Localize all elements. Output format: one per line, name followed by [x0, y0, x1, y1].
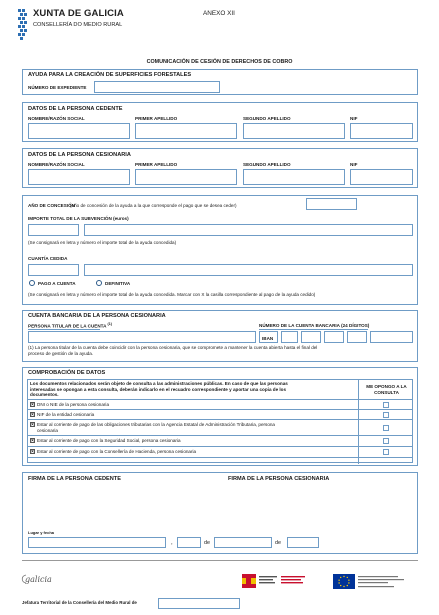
cedente-name-input[interactable] — [28, 123, 130, 139]
total-label: IMPORTE TOTAL DE LA SUBVENCIÓN (euros) — [28, 216, 129, 221]
account-control-input[interactable] — [347, 331, 367, 343]
cedente-name-label: NOMBRE/RAZÓN SOCIAL — [28, 116, 85, 121]
aid-section — [22, 69, 418, 95]
galicia-swirl-icon — [20, 574, 28, 584]
year-label: AÑO DE CONCESIÓN — [28, 203, 75, 208]
year-signature-input[interactable] — [287, 537, 319, 548]
bank-title: CUENTA BANCARIA DE LA PERSONA CESIONARIA — [28, 313, 166, 319]
item-hacienda-label: Estar al corriente de pago con la Consellería de Hacienda, persona cesionaria — [37, 449, 197, 454]
eu-fund-text-icon — [358, 575, 413, 589]
account-label: NÚMERO DE LA CUENTA BANCARIA (24 DÍGITOS) — [259, 323, 370, 328]
payment-partial-label: PAGO A CUENTA — [38, 281, 76, 286]
aid-title: AYUDA PARA LA CREACIÓN DE SUPERFICIES FORESTALES — [28, 72, 192, 78]
item-marker: × — [31, 412, 34, 418]
row-divider — [28, 446, 412, 447]
account-branch-input[interactable] — [324, 331, 344, 343]
cesionaria-first-surname-label: PRIMER APELLIDO — [135, 162, 178, 167]
org-title: XUNTA DE GALICIA — [33, 8, 124, 19]
iban-label: IBAN — [262, 335, 274, 341]
cedente-title: DATOS DE LA PERSONA CEDENTE — [28, 106, 123, 112]
payment-final-radio[interactable] — [96, 280, 102, 286]
verification-table — [27, 379, 413, 463]
signature-section — [22, 472, 418, 554]
cedente-nif-input[interactable] — [350, 123, 413, 139]
holder-footnote-ref: (1) — [107, 322, 112, 326]
eu-flag-icon — [333, 574, 355, 589]
cedente-nif-label: NIF — [350, 116, 358, 121]
signature-cesionaria-area[interactable] — [228, 487, 413, 529]
concession-section — [22, 195, 418, 305]
spain-government-logo — [242, 574, 312, 588]
de-label-2: de — [275, 540, 281, 546]
account-underline — [259, 329, 368, 330]
item-dni-label: DNI o NIE de la persona cesionaria — [37, 402, 110, 407]
oppose-nif-checkbox[interactable] — [383, 412, 389, 418]
intro-line1: Los documentos relacionados serán objeto de consulta a las administraciones públicas. En caso de que las personas — [30, 381, 288, 386]
cesionaria-nif-input[interactable] — [350, 169, 413, 185]
item-ss-label: Estar al corriente de pago con la Seguridad Social, persona cesionaria — [37, 438, 181, 443]
cedente-section — [22, 102, 418, 142]
holder-underline — [28, 329, 100, 330]
verification-section — [22, 367, 418, 466]
cesionaria-nif-label: NIF — [350, 162, 358, 167]
oppose-dni-checkbox[interactable] — [383, 402, 389, 408]
item-aeat-label-cont: cesionaria — [37, 428, 58, 433]
item-aeat-label: Estar al corriente de pago de las obligaciones tributarias con la Agencia Estatal de Administración Tributaria, persona — [37, 422, 275, 427]
cesionaria-name-input[interactable] — [28, 169, 130, 185]
row-divider — [28, 419, 412, 420]
xunta-crest-logo — [17, 8, 29, 42]
expediente-input[interactable] — [94, 81, 220, 93]
cesionaria-section — [22, 148, 418, 188]
oppose-ss-checkbox[interactable] — [383, 438, 389, 444]
document-title: COMUNICACIÓN DE CESIÓN DE DERECHOS DE COBRO — [146, 59, 293, 65]
cedente-second-surname-label: SEGUNDO APELLIDO — [243, 116, 291, 121]
galicia-logo: galicia — [25, 575, 52, 584]
total-words-input[interactable] — [84, 224, 413, 236]
cesionaria-first-surname-input[interactable] — [135, 169, 237, 185]
payment-final-label: DEFINITIVA — [105, 281, 131, 286]
cesionaria-title: DATOS DE LA PERSONA CESIONARIA — [28, 152, 131, 158]
oppose-hacienda-checkbox[interactable] — [383, 449, 389, 455]
row-divider — [28, 435, 412, 436]
place-date-label: Lugar y fecha — [28, 530, 55, 535]
oppose-aeat-checkbox[interactable] — [383, 425, 389, 431]
bank-note-line2: proceso de gestión de la ayuda. — [28, 351, 94, 356]
office-input[interactable] — [158, 598, 240, 609]
item-marker: × — [31, 422, 34, 428]
cesionaria-name-label: NOMBRE/RAZÓN SOCIAL — [28, 162, 85, 167]
intro-line2: interesadas se opongan a esta consulta, deberán indicarlo en el recuadro correspondiente y aportar una copia de los — [30, 386, 287, 392]
cesionaria-second-surname-label: SEGUNDO APELLIDO — [243, 162, 291, 167]
oppose-header-line2: CONSULTA — [374, 390, 399, 395]
signature-cedente-label: FIRMA DE LA PERSONA CEDENTE — [28, 476, 121, 482]
expediente-label: NÚMERO DE EXPEDIENTE — [28, 85, 87, 90]
item-nif-label: NIF de la entidad cesionaria — [37, 412, 95, 417]
year-note: (año de concesión de la ayuda a la que corresponde el pago que se desea ceder) — [70, 203, 237, 208]
item-marker: × — [31, 449, 34, 455]
annex-label: ANEXO XII — [203, 10, 235, 17]
iban-box — [259, 331, 278, 343]
verification-title: COMPROBACIÓN DE DATOS — [28, 370, 106, 376]
ceded-note: (Se consignará en letra y número el importe total de la ayuda concedida. Marcar con X la casilla correspondiente al pago de la ayuda cedido) — [28, 292, 316, 297]
item-marker: × — [31, 402, 34, 408]
org-subtitle: CONSELLERÍA DO MEDIO RURAL — [33, 22, 123, 28]
iban-check-input[interactable] — [281, 331, 298, 343]
footer-divider — [22, 560, 418, 561]
signature-cedente-area[interactable] — [28, 487, 218, 529]
de-label-1: de — [204, 540, 210, 546]
place-input[interactable] — [28, 537, 166, 548]
holder-input[interactable] — [28, 331, 256, 343]
cedente-second-surname-input[interactable] — [243, 123, 345, 139]
payment-partial-radio[interactable] — [29, 280, 35, 286]
bank-note-line1: (1) La persona titular de la cuenta debe coincidir con la persona cesionaria, que se compromete a mantener la cuenta abierta hasta el final del — [28, 345, 318, 350]
account-bank-input[interactable] — [301, 331, 321, 343]
total-number-input[interactable] — [28, 224, 79, 236]
spain-crest-icon — [242, 574, 256, 588]
item-marker: × — [31, 438, 34, 444]
account-number-input[interactable] — [370, 331, 413, 343]
ceded-label: CUANTÍA CEDIDA — [28, 256, 68, 261]
holder-label-text: PERSONA TITULAR DE LA CUENTA — [28, 323, 107, 329]
cedente-first-surname-input[interactable] — [135, 123, 237, 139]
cedente-first-surname-label: PRIMER APELLIDO — [135, 116, 178, 121]
signature-cesionaria-label: FIRMA DE LA PERSONA CESIONARIA — [228, 476, 330, 482]
day-input[interactable] — [177, 537, 201, 548]
intro-line3: documentos. — [30, 392, 59, 397]
ceded-number-input[interactable] — [28, 264, 79, 276]
total-note: (Se consignará en letra y número el importe total de la ayuda concedida) — [28, 240, 177, 245]
spain-ministry-text-icon — [259, 575, 309, 587]
office-label: Jefatura Territorial de la Consellería del Medio Rural de — [22, 600, 137, 605]
bank-section — [22, 310, 418, 362]
oppose-header-line1: ME OPONGO A LA — [366, 384, 407, 389]
row-divider — [28, 399, 412, 400]
year-input[interactable] — [306, 198, 357, 210]
row-divider — [28, 409, 412, 410]
row-divider — [28, 457, 412, 458]
cesionaria-second-surname-input[interactable] — [243, 169, 345, 185]
ceded-words-input[interactable] — [84, 264, 413, 276]
place-comma: , — [171, 540, 173, 546]
month-input[interactable] — [214, 537, 272, 548]
